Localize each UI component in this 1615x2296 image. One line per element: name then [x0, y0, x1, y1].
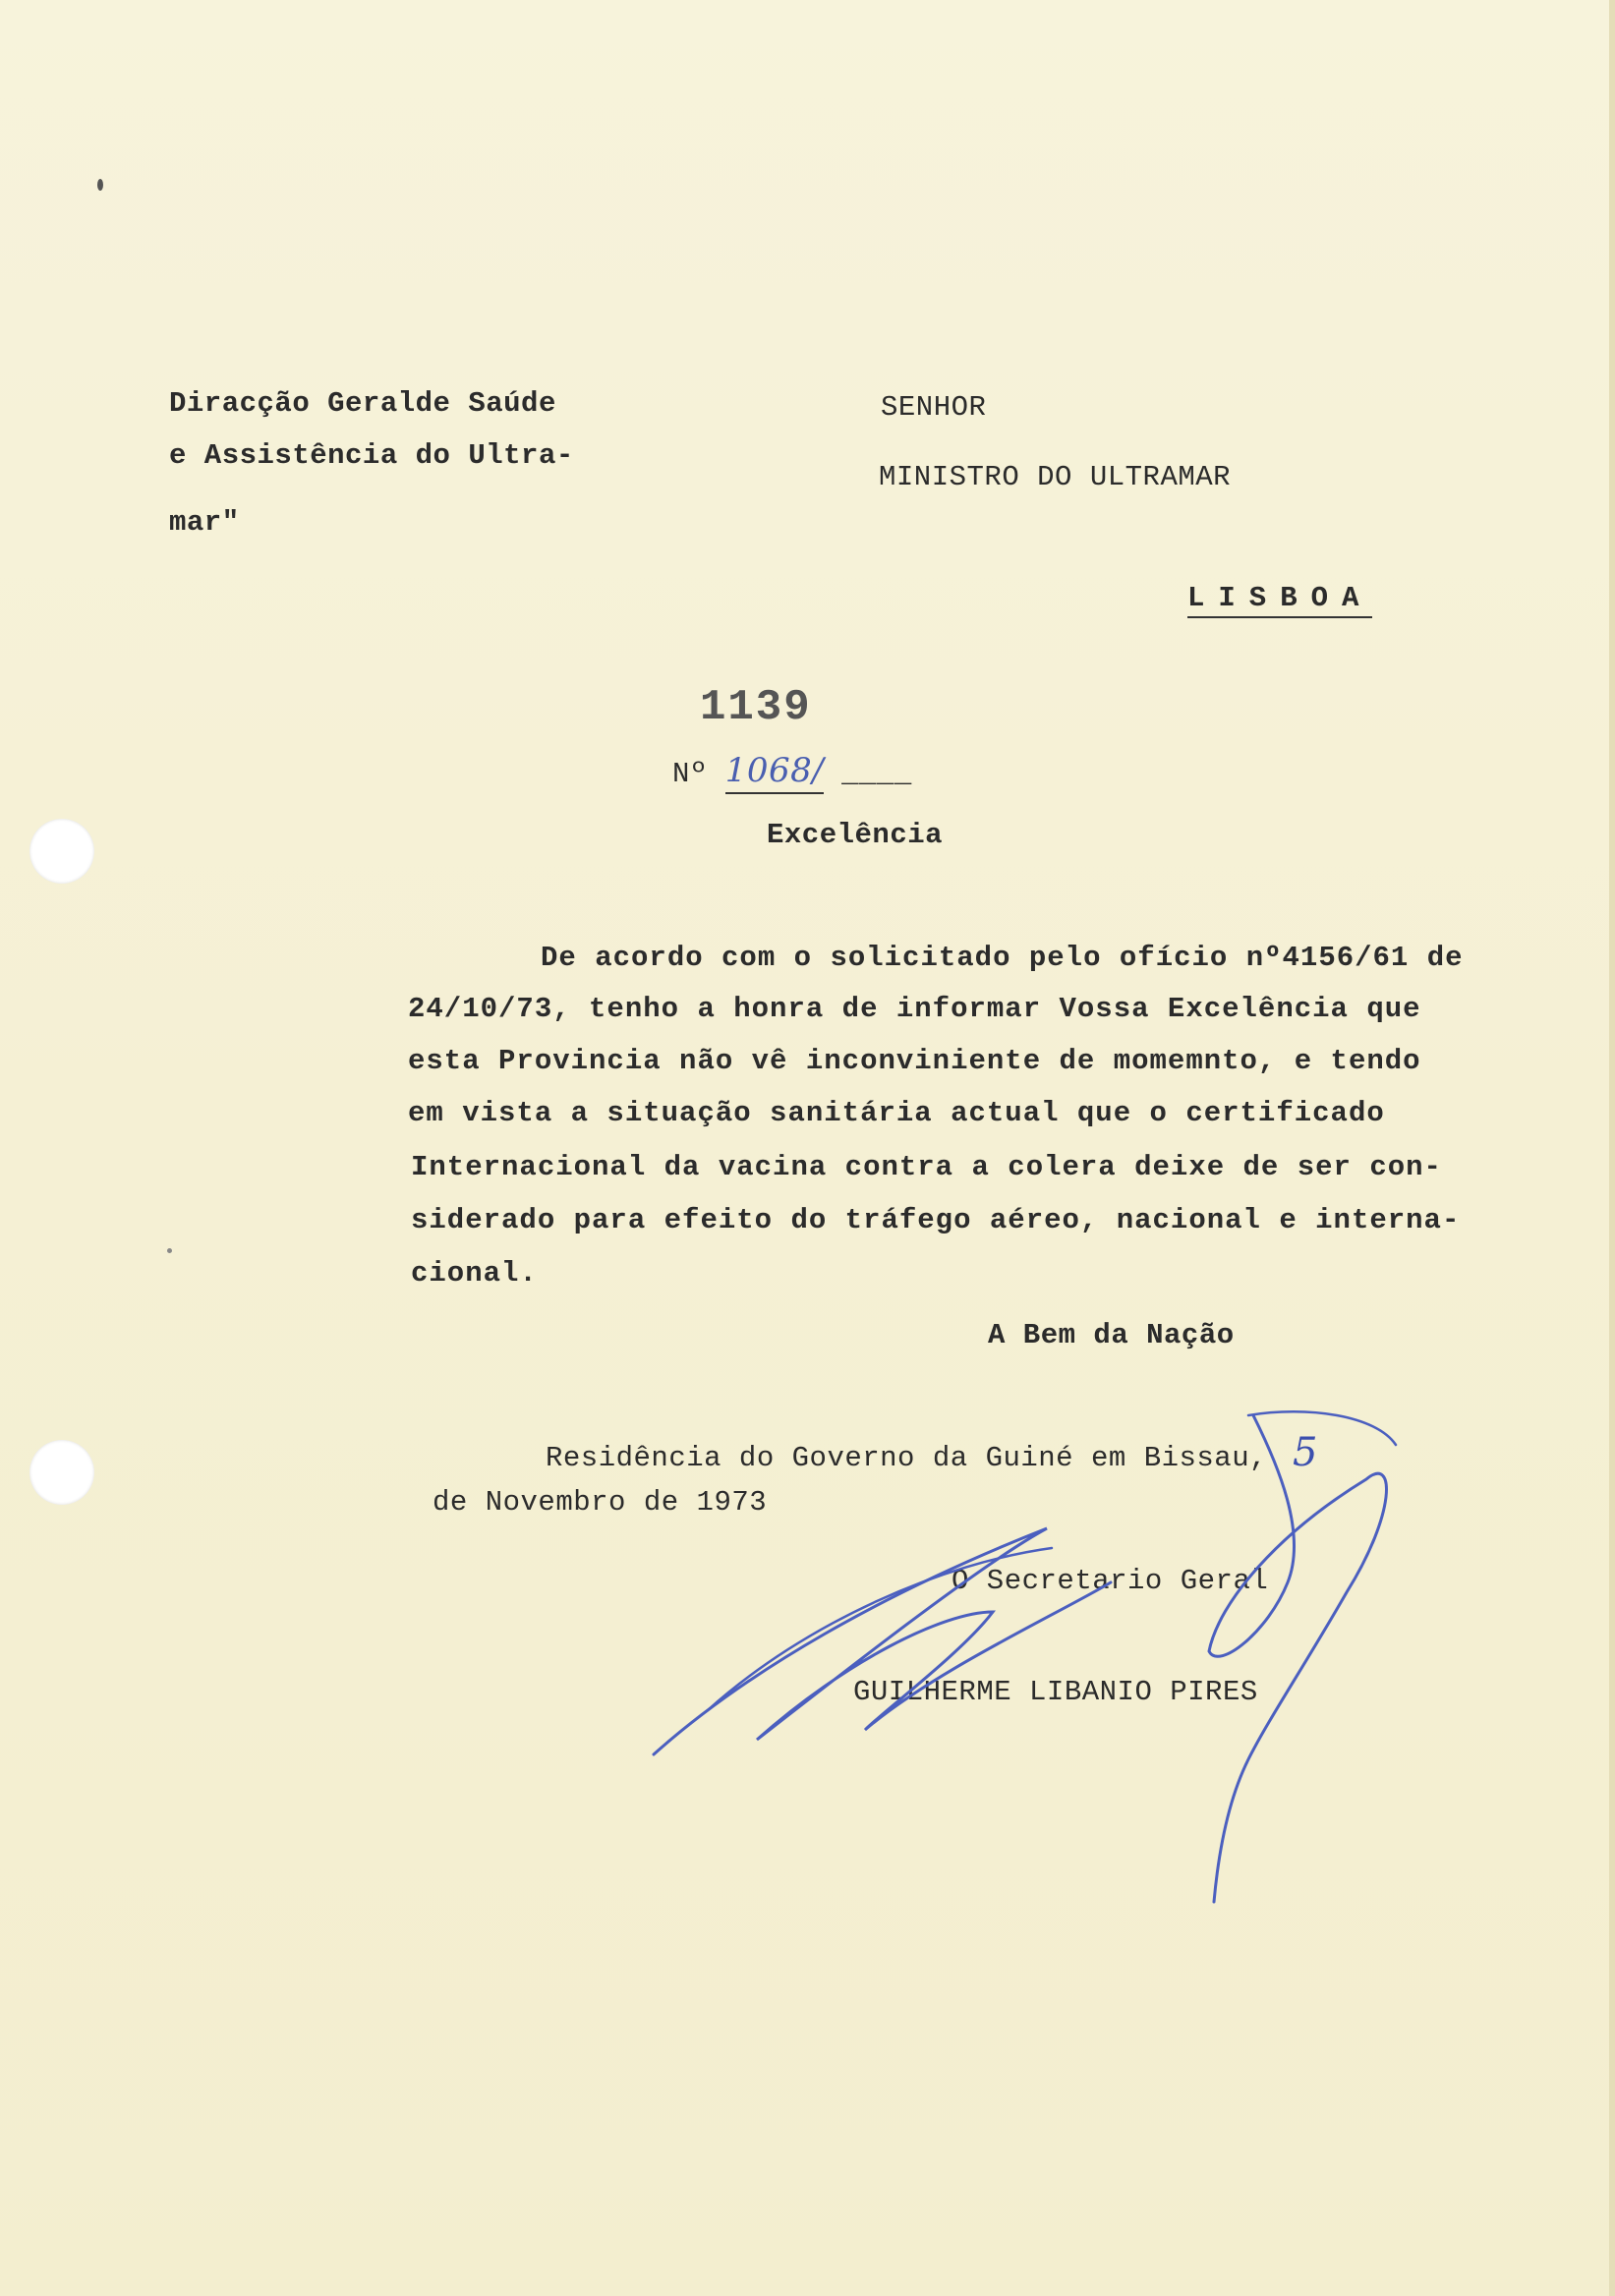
ink-speck — [167, 1248, 172, 1253]
body-line: siderado para efeito do tráfego aéreo, nacional e interna- — [411, 1204, 1461, 1236]
recipient-title: MINISTRO DO ULTRAMAR — [879, 461, 1232, 493]
sender-line-2: e Assistência do Ultra- — [169, 439, 574, 472]
body-line: esta Provincia não vê inconviniente de momemnto, e tendo — [408, 1045, 1421, 1077]
body-line: Internacional da vacina contra a colera deixe de ser con- — [411, 1151, 1442, 1183]
reference-handwritten-number: 1068/ — [725, 751, 824, 794]
reference-label: Nº — [672, 758, 708, 790]
place-date-line-1 — [546, 1430, 1318, 1475]
ink-speck — [97, 179, 103, 191]
sender-line-3: mar" — [169, 506, 240, 539]
body-line: 24/10/73, tenho a honra de informar Vossa Excelência que — [408, 993, 1421, 1025]
handwritten-day: 5 — [1292, 1430, 1318, 1475]
closing-formula: A Bem da Nação — [988, 1319, 1235, 1351]
page-edge — [1609, 0, 1615, 2296]
stamp-number: 1139 — [700, 683, 812, 732]
recipient-city: LISBOA — [1187, 582, 1372, 618]
recipient-salutation: SENHOR — [881, 391, 987, 424]
signatory-role: O Secretario Geral — [952, 1565, 1269, 1597]
signatory-name: GUILHERME LIBANIO PIRES — [853, 1676, 1258, 1708]
body-line: em vista a situação sanitária actual que o certificado — [408, 1097, 1385, 1129]
place-date-line-2: de Novembro de 1973 — [433, 1486, 768, 1519]
body-line: De acordo com o solicitado pelo ofício nº4156/61 de — [541, 942, 1464, 974]
reference-blank: ____ — [841, 758, 912, 790]
sender-line-1: Diracção Geralde Saúde — [169, 387, 556, 420]
greeting: Excelência — [767, 819, 944, 851]
punch-hole-top — [29, 819, 94, 884]
body-line: cional. — [411, 1257, 538, 1290]
punch-hole-bottom — [29, 1440, 94, 1505]
reference-number — [672, 751, 912, 790]
place-text: Residência do Governo da Guiné em Bissau, — [546, 1442, 1268, 1474]
